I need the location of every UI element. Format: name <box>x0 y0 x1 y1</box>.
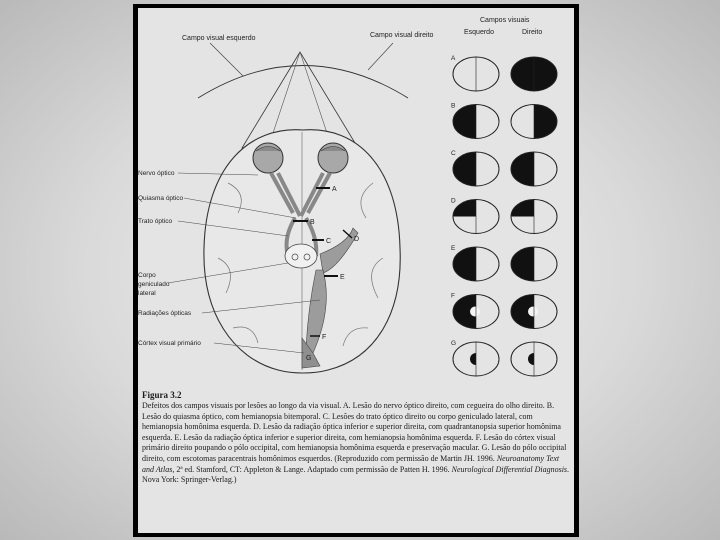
lesion-mark-D: D <box>354 236 360 243</box>
field-row-label-C: C <box>451 150 456 157</box>
visual-field-arc <box>198 66 408 99</box>
field-row-label-A: A <box>451 55 456 62</box>
lesion-mark-G: G <box>306 355 312 362</box>
lesion-mark-B: B <box>310 219 315 226</box>
label-lgn-3: lateral <box>138 290 156 297</box>
label-optic-nerve: Nervo óptico <box>138 170 175 177</box>
caption-title: Figura 3.2 <box>142 390 182 400</box>
lesion-mark-E: E <box>340 274 345 281</box>
left-field-pointer <box>210 43 243 76</box>
caption-text-1: Defeitos dos campos visuais por lesões ao longo da via visual. A. Lesão do nervo óptico direito, com cegueira do olho direito. B. Lesão do quiasma óptico, com hemianopsia bitemporal. C. Lesões do trato óptico direito ou corpo geniculado lateral, com hemianopsia homônima esquerda. D. Lesão da radiação óptica inferior e superior direita, com quadrantanopsia superior homônima esquerda. E. Lesão da radiação óptica inferior e superior direita, com hemianopsia homônima esquerda. F. Lesão do córtex visual primário direito poupando o pólo occipital, com hemianopsia homônima esquerda e preservação macular. G. Lesão do pólo occipital direito, com escotomas paracentrais homônimos esquerdos. (Reproduzido com permissão de Martin JH. 1996. <box>142 401 567 463</box>
caption-italic-2: Neurological Differential Diagnosis <box>451 464 568 474</box>
visual-field-D-right <box>511 200 557 234</box>
visual-field-A-left <box>453 57 499 91</box>
label-optic-tract: Trato óptico <box>138 218 173 225</box>
visual-field-F-right <box>511 295 557 329</box>
visual-field-E-left <box>453 247 499 281</box>
label-cortex: Córtex visual primário <box>138 340 201 347</box>
visual-pathway-figure <box>138 8 574 388</box>
lesion-mark-A: A <box>332 186 337 193</box>
label-fields-header: Campos visuais <box>480 17 530 24</box>
visual-field-D-left <box>451 197 499 234</box>
lesion-mark-C: C <box>326 238 332 245</box>
caption-italic-1: Neuroanatomy Text and Atlas <box>142 453 560 474</box>
label-left-field: Campo visual esquerdo <box>182 35 256 42</box>
visual-field-G-right <box>511 342 557 376</box>
label-radiations: Radiações ópticas <box>138 310 192 317</box>
field-row-label-G: G <box>451 340 457 347</box>
visual-field-B-right <box>511 105 557 139</box>
visual-field-diagrams <box>451 55 557 376</box>
label-chiasm: Quiasma óptico <box>138 195 184 202</box>
visual-field-G-left <box>453 342 499 376</box>
field-row-label-D: D <box>451 197 456 205</box>
caption-text-3: . Nova York: Springer-Verlag.) <box>142 464 570 485</box>
field-row-label-B: B <box>451 102 456 110</box>
label-right-field: Campo visual direito <box>370 32 434 39</box>
field-row-label-F: F <box>451 292 455 300</box>
visual-field-B-left <box>451 102 499 139</box>
scanned-page <box>138 8 574 533</box>
figure-caption <box>142 390 570 486</box>
visual-field-E-right <box>511 247 557 281</box>
visual-field-F-left <box>451 292 499 329</box>
field-row-label-E: E <box>451 245 456 252</box>
visual-field-A-right <box>511 57 557 91</box>
visual-field-C-left <box>453 152 499 186</box>
lesion-mark-F: F <box>322 334 327 341</box>
caption-text-2: , 2ª ed. Stamford, CT: Appleton & Lange. Adaptado com permissão de Patten H. 1996. <box>172 464 450 474</box>
label-col-left: Esquerdo <box>464 29 494 36</box>
label-lgn-2: geniculado <box>138 281 170 288</box>
label-col-right: Direito <box>522 29 543 36</box>
label-lgn-1: Corpo <box>138 272 156 279</box>
right-field-pointer <box>368 43 393 70</box>
visual-field-C-right <box>511 152 557 186</box>
midbrain <box>285 244 317 268</box>
